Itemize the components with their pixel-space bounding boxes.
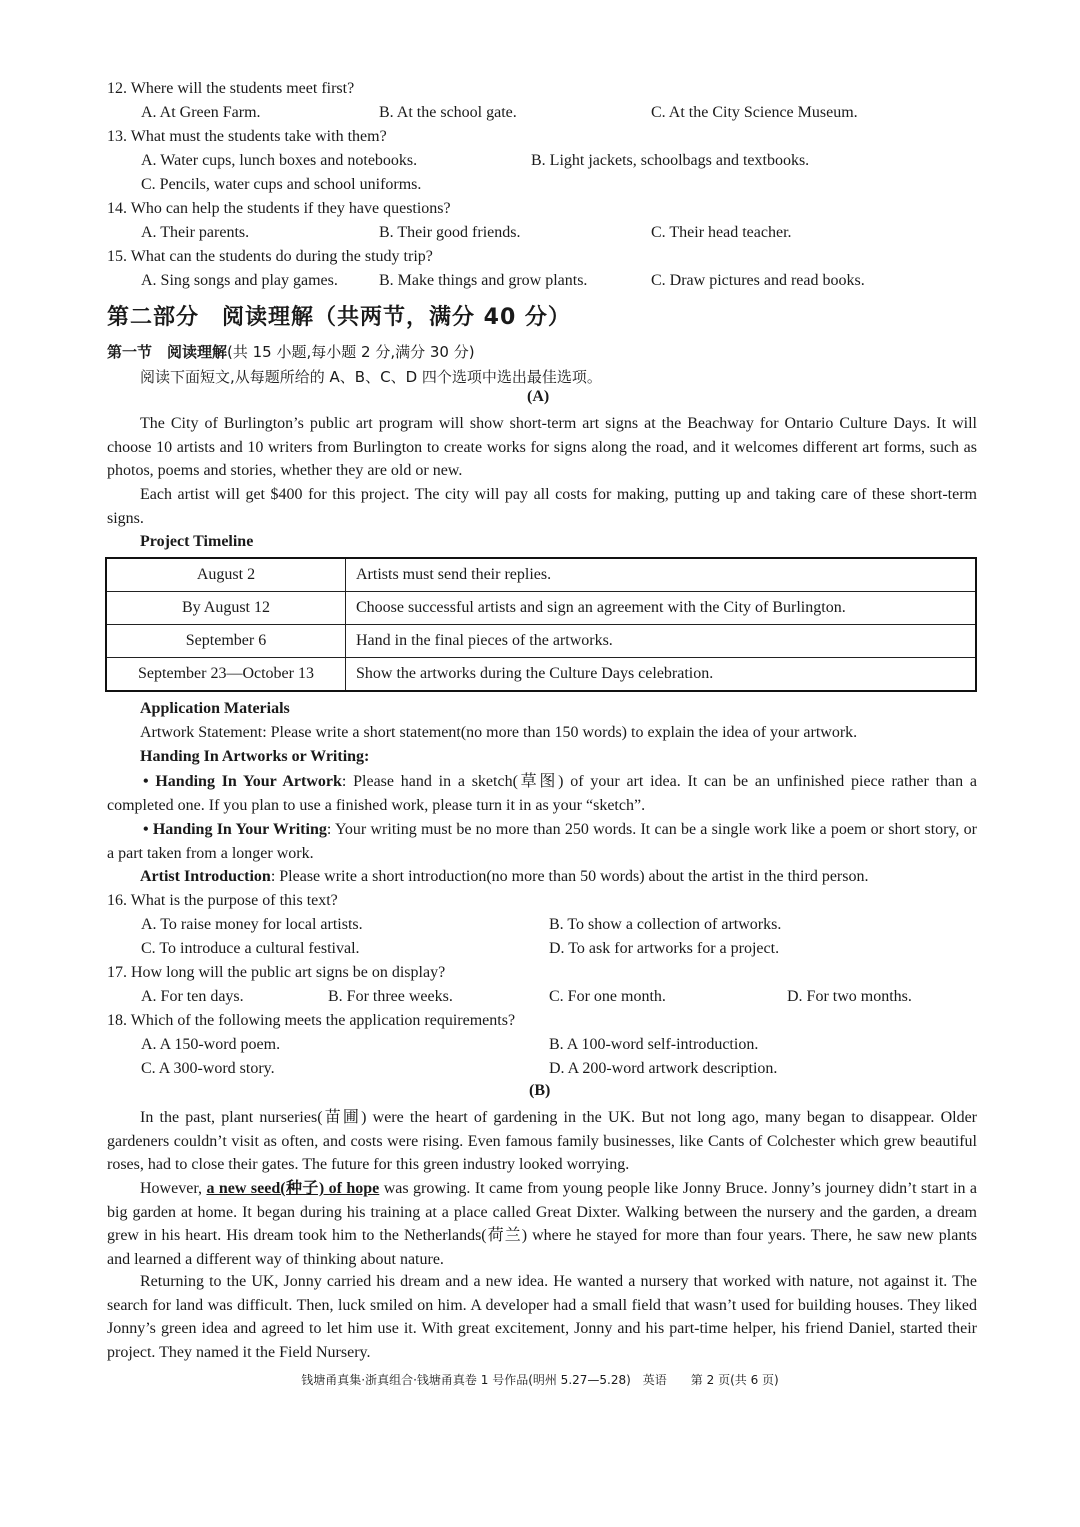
question-stem: Who can help the students if they have questions? — [130, 200, 451, 217]
question-number: 17. — [107, 964, 127, 981]
option-b: B. A 100-word self-introduction. — [549, 1036, 759, 1053]
question-15 — [107, 246, 433, 268]
passage-b-paragraph-3 — [107, 1270, 977, 1364]
timeline-event: Show the artworks during the Culture Days celebration. — [346, 658, 977, 692]
option-b: B. At the school gate. — [379, 104, 517, 121]
option-a: A. At Green Farm. — [141, 104, 261, 121]
option-b: B. Light jackets, schoolbags and textbooks. — [531, 152, 810, 169]
handing-artwork-label: • Handing In Your Artwork — [143, 773, 342, 790]
option-c: C. Their head teacher. — [651, 224, 792, 241]
timeline-date: August 2 — [106, 558, 346, 592]
option-c: C. To introduce a cultural festival. — [141, 940, 360, 957]
question-number: 16. — [107, 892, 127, 909]
section-title-bold: 第一节 阅读理解 — [107, 343, 228, 361]
question-number: 14. — [107, 200, 127, 217]
option-b: B. Their good friends. — [379, 224, 521, 241]
question-stem: What is the purpose of this text? — [130, 892, 338, 909]
handing-writing — [107, 818, 977, 865]
paragraph-text: In the past, plant nurseries(苗圃) were the heart of gardening in the UK. But not long ago, many began to disappear. Older gardeners couldn’t visit as often, and costs were rising. Even famous family businesses, like Cants of Colchester which grew beautiful roses, had to close their gates. The future for this green industry looked worrying. — [107, 1109, 977, 1173]
passage-b-label: (B) — [529, 1082, 551, 1099]
option-a: A. Their parents. — [141, 224, 250, 241]
option-c: C. Pencils, water cups and school uniforms. — [141, 176, 422, 193]
option-c: C. A 300-word story. — [141, 1060, 275, 1077]
question-stem: What must the students take with them? — [130, 128, 387, 145]
table-row — [106, 592, 976, 625]
question-stem: Where will the students meet first? — [130, 80, 355, 97]
passage-a-paragraph-2 — [107, 483, 977, 530]
question-number: 18. — [107, 1012, 127, 1029]
instruction: 阅读下面短文,从每题所给的 A、B、C、D 四个选项中选出最佳选项。 — [140, 368, 602, 386]
passage-a-label: (A) — [527, 388, 550, 405]
timeline-event: Choose successful artists and sign an agreement with the City of Burlington. — [346, 592, 977, 625]
option-d: D. To ask for artworks for a project. — [549, 940, 780, 957]
question-number: 15. — [107, 248, 127, 265]
question-17 — [107, 962, 445, 984]
part-title: 第二部分 阅读理解（共两节，满分 40 分） — [107, 305, 571, 330]
page-footer: 钱塘甬真集·浙真组合·钱塘甬真卷 1 号作品(明州 5.27—5.28) 英语 第 2 页(共 6 页) — [301, 1373, 779, 1387]
question-13 — [107, 126, 387, 148]
artwork-statement: Artwork Statement: Please write a short statement(no more than 150 words) to explain the idea of your artwork. — [140, 724, 858, 741]
handing-writing-text: : Your writing must be no more than 250 words. It can be a single work like a poem or short story, or a part taken from a longer work. — [107, 821, 977, 862]
timeline-heading: Project Timeline — [140, 533, 254, 550]
question-number: 13. — [107, 128, 127, 145]
timeline-table — [105, 557, 977, 692]
question-12 — [107, 78, 354, 100]
timeline-event: Artists must send their replies. — [346, 558, 977, 592]
option-a: A. Sing songs and play games. — [141, 272, 338, 289]
question-18 — [107, 1010, 515, 1032]
question-16 — [107, 890, 338, 912]
option-a: A. To raise money for local artists. — [141, 916, 363, 933]
question-number: 12. — [107, 80, 127, 97]
section-title-rest: (共 15 小题,每小题 2 分,满分 30 分) — [227, 343, 475, 361]
table-row — [106, 658, 976, 692]
option-c: C. For one month. — [549, 988, 666, 1005]
paragraph-text: was growing. It came from young people like Jonny Bruce. Jonny’s journey didn’t start in a big garden at home. It began during his training at a place called Great Dixter. Walking between the nursery and the garden, a dream grew in his heart. His dream took him to the Netherlands(荷兰) where he stayed for more than four years. There, he saw new plants and learned a different way of thinking about nature. — [107, 1180, 978, 1268]
table-row — [106, 625, 976, 658]
question-stem: Which of the following meets the application requirements? — [130, 1012, 516, 1029]
option-a: A. Water cups, lunch boxes and notebooks. — [141, 152, 418, 169]
passage-b-paragraph-2 — [107, 1177, 977, 1271]
handing-writing-label: • Handing In Your Writing — [143, 821, 327, 838]
option-d: D. For two months. — [787, 988, 912, 1005]
section-title — [107, 341, 475, 362]
underlined-phrase: a new seed(种子) of hope — [206, 1180, 380, 1197]
handing-heading: Handing In Artworks or Writing: — [140, 748, 370, 765]
paragraph-text: Returning to the UK, Jonny carried his dream and a new idea. He wanted a nursery that worked with nature, not against it. The search for land was difficult. Then, luck smiled on him. A developer had a small field that wasn’t used for building houses. They liked Jonny’s green idea and agreed to let him use it. With great excitement, Jonny and his part-time helper, his friend Daniel, started their project. They named it the Field Nursery. — [107, 1273, 977, 1361]
passage-a-paragraph-1 — [107, 412, 977, 483]
paragraph-text: The City of Burlington’s public art program will show short-term art signs at the Beachway for Ontario Culture Days. It will choose 10 artists and 10 writers from Burlington to create works for signs along the road, and it welcomes different art forms, such as photos, poems and stories, whether they are old or new. — [107, 415, 977, 479]
option-b: B. To show a collection of artworks. — [549, 916, 782, 933]
passage-b-paragraph-1 — [107, 1106, 977, 1177]
handing-artwork — [107, 770, 977, 817]
timeline-event: Hand in the final pieces of the artworks. — [346, 625, 977, 658]
option-c: C. At the City Science Museum. — [651, 104, 858, 121]
option-a: A. For ten days. — [141, 988, 244, 1005]
artist-introduction-text: : Please write a short introduction(no more than 50 words) about the artist in the third person. — [270, 868, 869, 885]
paragraph-text: Each artist will get $400 for this project. The city will pay all costs for making, putting up and taking care of these short-term signs. — [107, 486, 977, 527]
option-a: A. A 150-word poem. — [141, 1036, 281, 1053]
artist-introduction — [140, 866, 868, 888]
table-row — [106, 558, 976, 592]
timeline-date: September 6 — [106, 625, 346, 658]
artist-introduction-label: Artist Introduction — [140, 868, 271, 885]
timeline-date: By August 12 — [106, 592, 346, 625]
option-c: C. Draw pictures and read books. — [651, 272, 865, 289]
option-d: D. A 200-word artwork description. — [549, 1060, 778, 1077]
handing-artwork-text: : Please hand in a sketch(草图) of your art idea. It can be an unfinished piece rather than a completed one. If you plan to use a finished work, please turn it in as your “sketch”. — [107, 773, 977, 814]
question-stem: What can the students do during the study trip? — [130, 248, 433, 265]
question-stem: How long will the public art signs be on display? — [131, 964, 446, 981]
paragraph-text: However, — [140, 1180, 207, 1197]
question-14 — [107, 198, 451, 220]
option-b: B. Make things and grow plants. — [379, 272, 588, 289]
timeline-date: September 23—October 13 — [106, 658, 346, 692]
materials-heading: Application Materials — [140, 700, 290, 717]
option-b: B. For three weeks. — [328, 988, 453, 1005]
